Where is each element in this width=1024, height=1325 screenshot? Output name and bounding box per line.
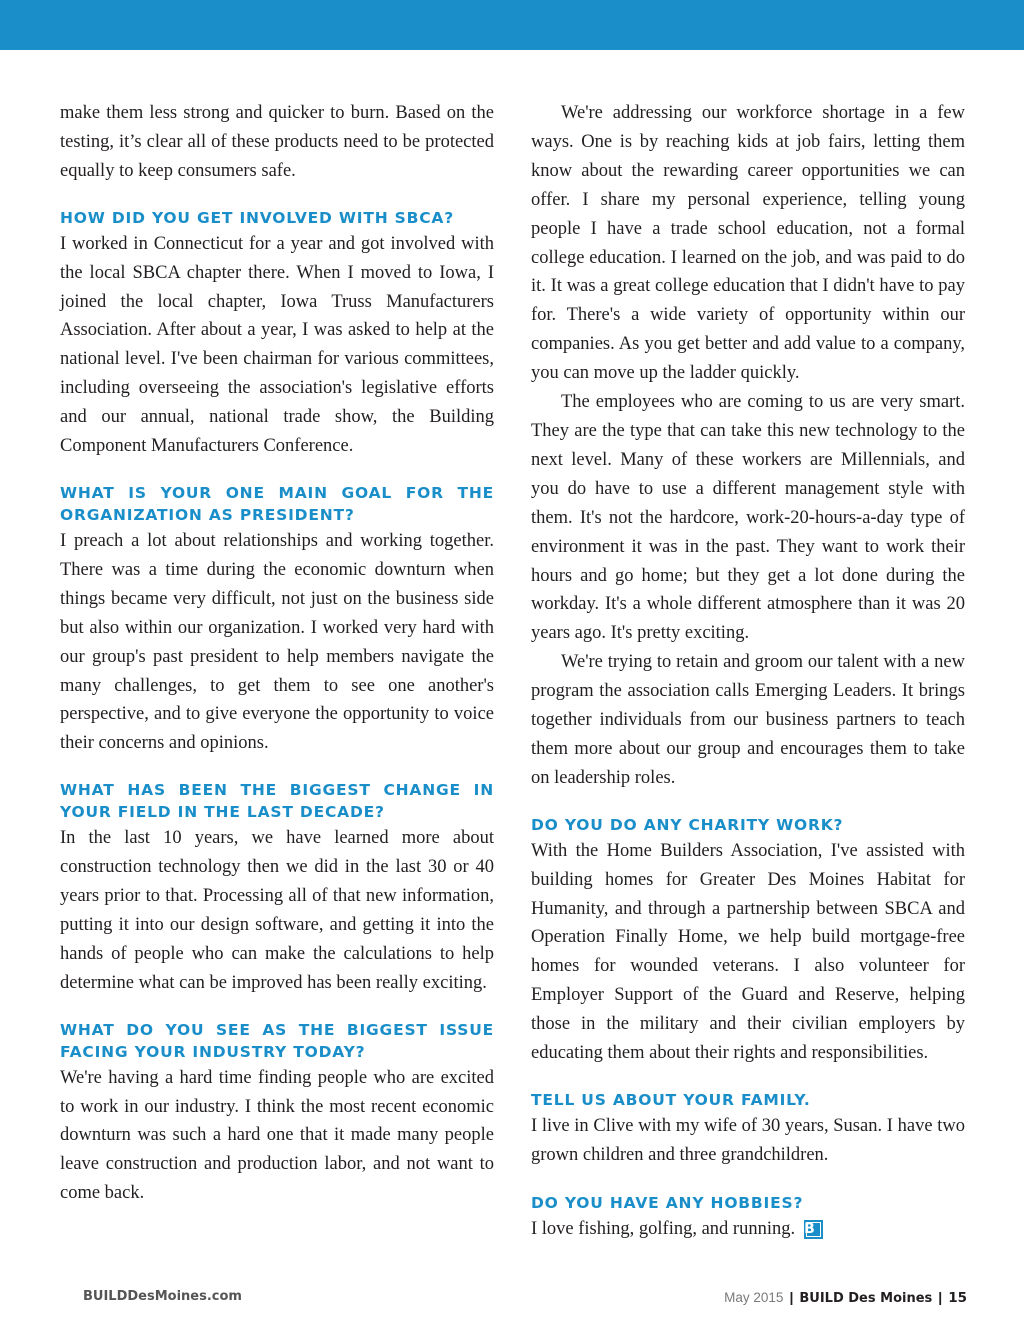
answer-paragraph: We're having a hard time finding people who are excited to work in our industry. I think the most recent economic downturn was such a hard one that it made many people leave construction and production labor, and not want to come back. [60,1067,494,1204]
left-column [60,99,494,1208]
answer-paragraph: I live in Clive with my wife of 30 years, Susan. I have two grown children and three grandchildren. [531,1116,965,1165]
answer-paragraph: In the last 10 years, we have learned more about construction technology then we did in the last 30 or 40 years prior to that. Processing all of that new information, putting it into our design software, and getting it into the hands of people who can make the calculations to help determine what can be improved has been really exciting. [60,828,494,993]
header-color-bar [0,0,1024,50]
question-heading: WHAT DO YOU SEE AS THE BIGGEST ISSUE FACING YOUR INDUSTRY TODAY? [60,1020,494,1061]
footer-page-number: 15 [948,1290,967,1306]
continued-paragraph: We're trying to retain and groom our talent with a new program the association calls Emerging Leaders. It brings together individuals from our business partners to teach them more about our group and encourages them to take on leadership roles. [531,652,965,788]
footer-issue-date: May 2015 [724,1290,784,1305]
final-answer-text: I love fishing, golfing, and running. [531,1218,796,1239]
intro-paragraph: make them less strong and quicker to burn. Based on the testing, it’s clear all of these products need to be protected equally to keep consumers safe. [60,103,494,181]
footer-magazine-name: BUILD Des Moines [799,1291,933,1306]
right-column [531,99,965,1244]
footer-separator: | [789,1289,794,1305]
question-heading: WHAT IS YOUR ONE MAIN GOAL FOR THE ORGANIZATION AS PRESIDENT? [60,483,494,524]
question-heading: WHAT HAS BEEN THE BIGGEST CHANGE IN YOUR FIELD IN THE LAST DECADE? [60,781,494,822]
question-heading: DO YOU HAVE ANY HOBBIES? [531,1193,804,1212]
continued-paragraph: We're addressing our workforce shortage in a few ways. One is by reaching kids at job fairs, letting them know about the rewarding career opportunities we can offer. I share my personal experience, telling young people I have a trade school education, not a formal college education. I learned on the job, and was paid to do it. It was a great college education that I didn't have to pay for. There's a wide variety of opportunity within our companies. As you get better and add value to a company, you can move up the ladder quickly. [531,103,965,384]
answer-paragraph: I preach a lot about relationships and working together. There was a time during the economic downturn when things became very difficult, not just on the business side but also within our organization. I worked very hard with our group's past president to help members navigate the many challenges, to get them to see one another's perspective, and to give everyone the opportunity to voice their concerns and opinions. [60,530,494,754]
answer-paragraph: I worked in Connecticut for a year and got involved with the local SBCA chapter there. When I moved to Iowa, I joined the local chapter, Iowa Truss Manufacturers Association. After about a year, I was asked to help at the national level. I've been chairman for various committees, including overseeing the association's legislative efforts and our annual, national trade show, the Building Component Manufacturers Conference. [60,233,494,457]
continued-paragraph: The employees who are coming to us are very smart. They are the type that can take this new technology to the next level. Many of these workers are Millennials, and you do have to use a different management style with them. It's not the hardcore, work-20-hours-a-day type of environment it was in the past. They want to work their hours and go home; but they get a lot done during the workday. It's a whole different atmosphere than it was 20 years ago. It's pretty exciting. [531,392,965,644]
question-heading: TELL US ABOUT YOUR FAMILY. [531,1091,811,1109]
answer-paragraph: With the Home Builders Association, I've assisted with building homes for Greater Des Moines Habitat for Humanity, and through a partnership between SBCA and Operation Finally Home, we help build mortgage-free homes for wounded veterans. I also volunteer for Employer Support of the Guard and Reserve, helping those in the military and their civilian employers by educating them about their rights and responsibilities. [531,840,965,1064]
end-mark-icon: B [804,1220,823,1239]
footer-folio [724,1287,967,1307]
footer-separator: | [938,1289,943,1305]
footer-website: BUILDDesMoines.com [83,1289,242,1304]
question-heading: DO YOU DO ANY CHARITY WORK? [531,815,844,834]
question-heading: HOW DID YOU GET INVOLVED WITH SBCA? [60,208,455,227]
final-answer-paragraph [531,1215,965,1244]
